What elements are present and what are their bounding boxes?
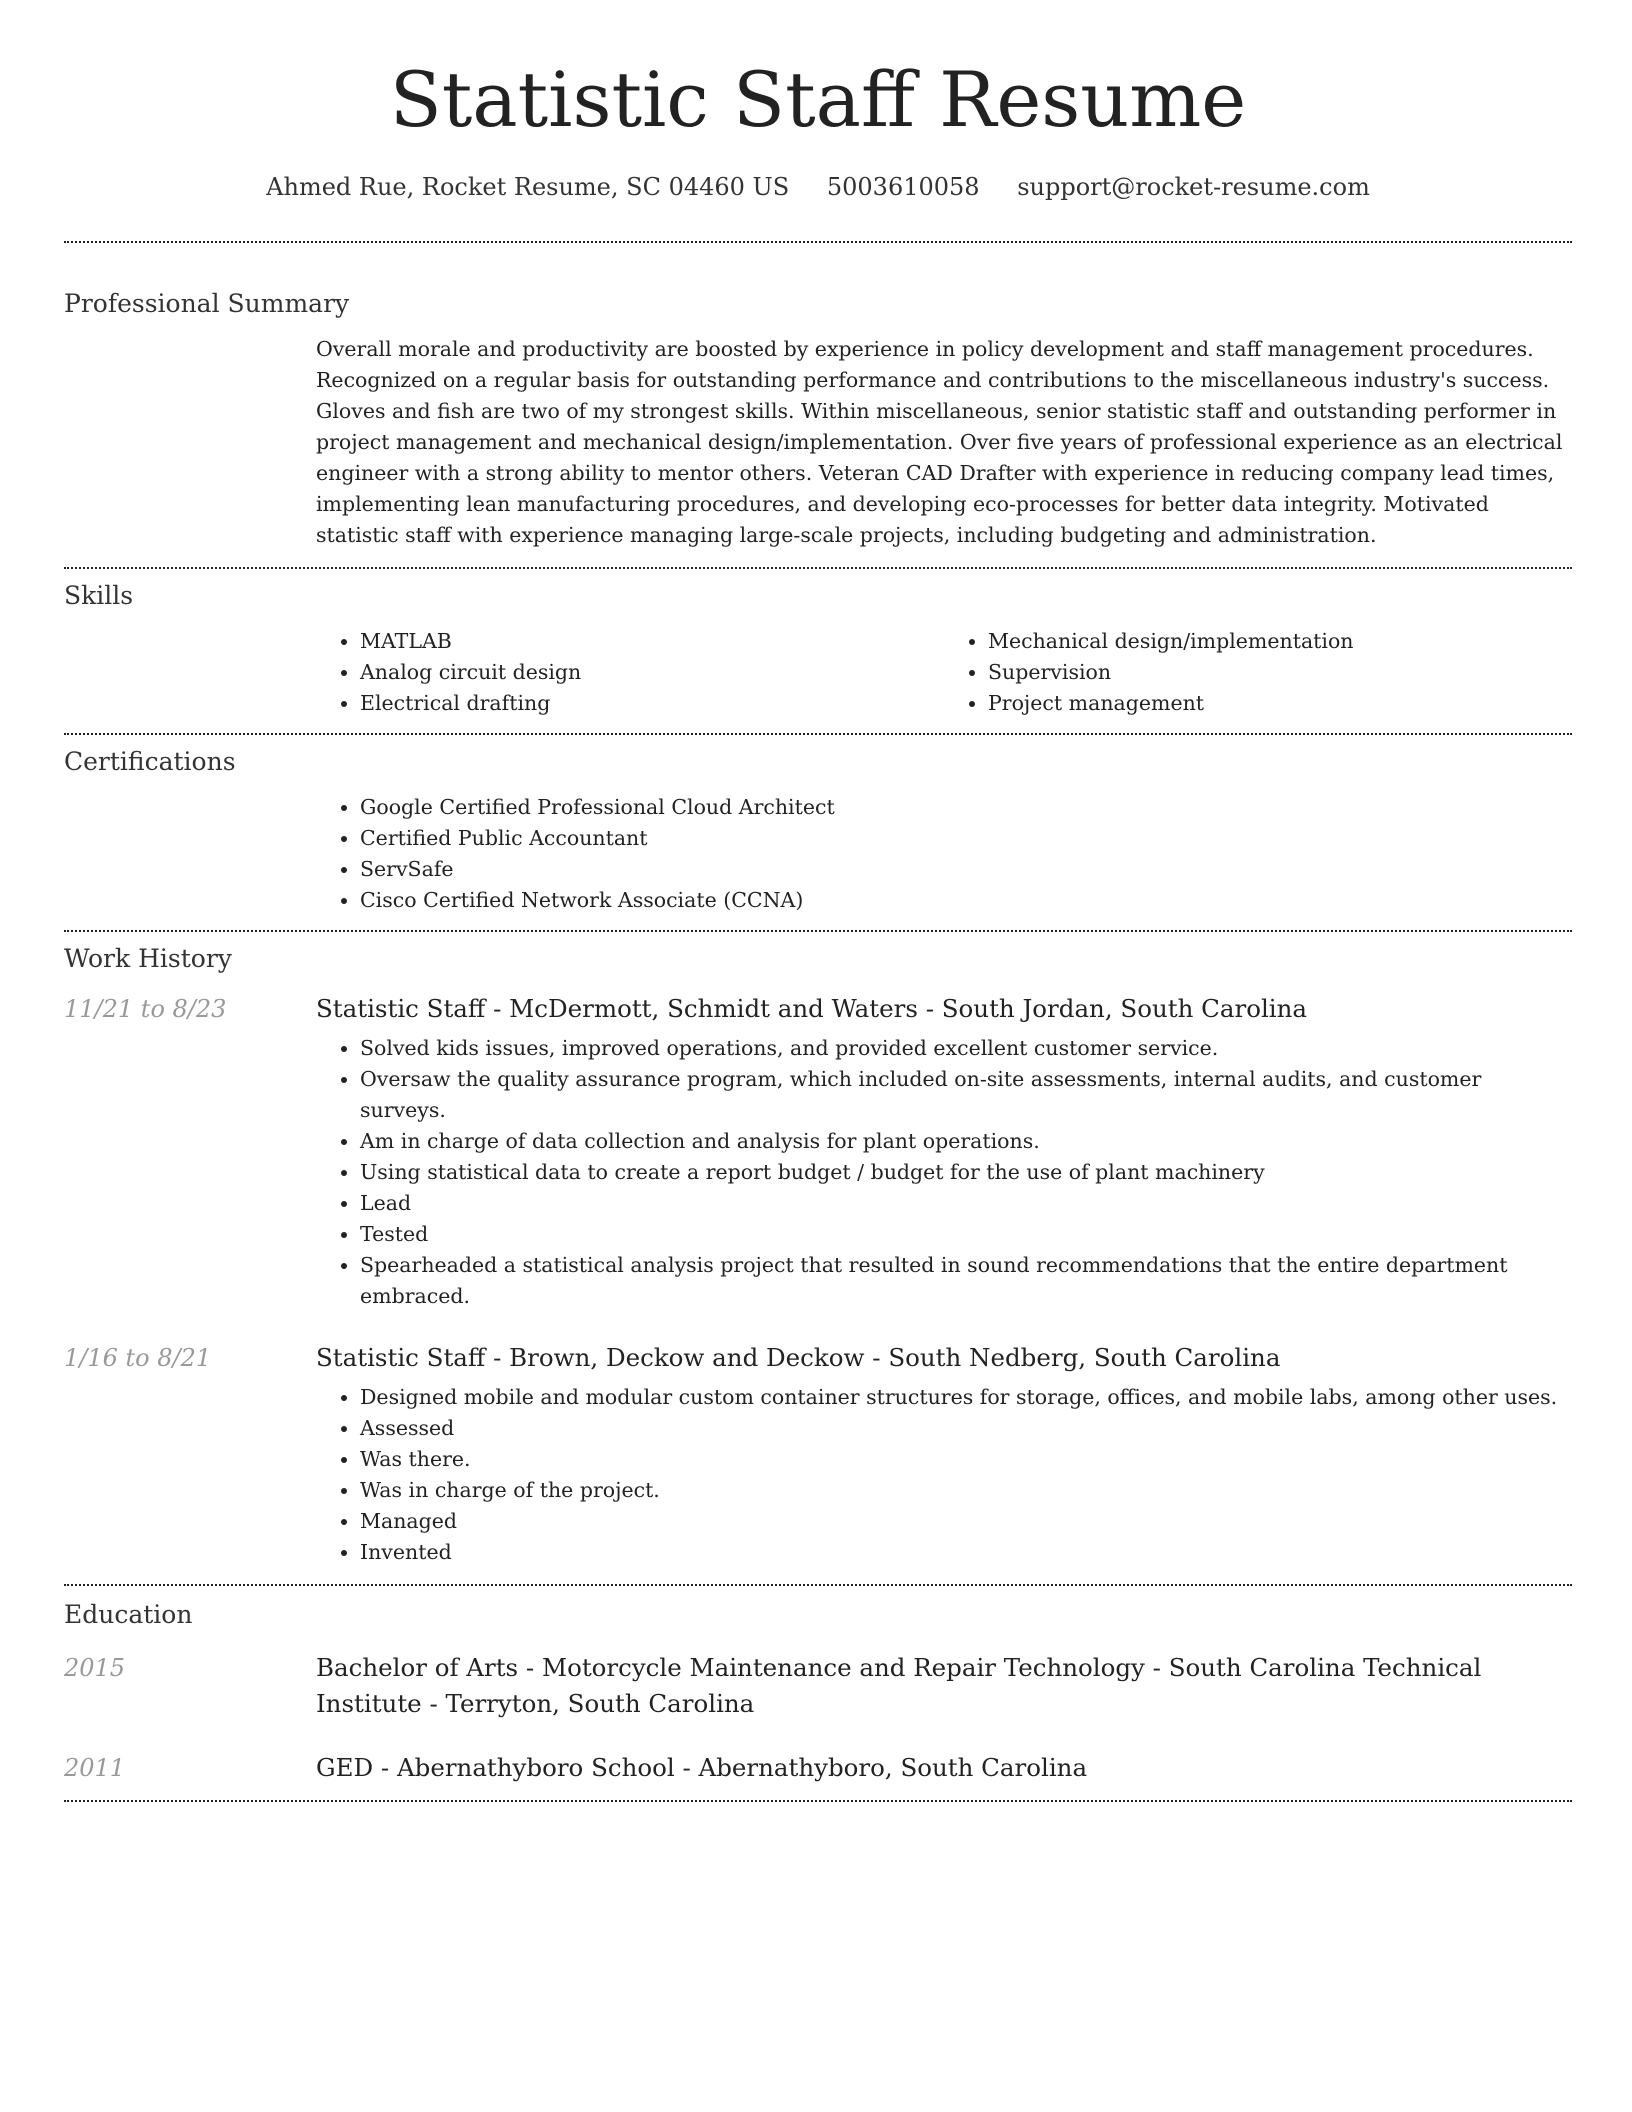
education-entry xyxy=(64,1750,1572,1786)
education-section xyxy=(64,1586,1572,1786)
summary-heading: Professional Summary xyxy=(64,289,350,318)
job-entry xyxy=(64,991,1572,1340)
job-entry xyxy=(64,1340,1572,1584)
skill-item: • Mechanical design/implementation xyxy=(988,626,1572,657)
education-year: 2011 xyxy=(64,1754,126,1782)
job-bullets xyxy=(316,1033,1572,1340)
education-text: Bachelor of Arts - Motorcycle Maintenance and Repair Technology - South Carolina Technical Institute - Terryton, South Carolina xyxy=(316,1653,1482,1718)
job-bullets xyxy=(316,1382,1572,1584)
certifications-heading: Certifications xyxy=(64,747,236,776)
job-bullet: • Was in charge of the project. xyxy=(360,1475,1572,1506)
certifications-list xyxy=(316,792,1572,916)
contact-phone: 5003610058 xyxy=(826,173,980,201)
skills-section xyxy=(64,569,1572,733)
job-bullet: • Assessed xyxy=(360,1413,1572,1444)
work-history-section xyxy=(64,932,1572,1584)
skills-list-right xyxy=(944,626,1572,719)
job-bullet: • Managed xyxy=(360,1506,1572,1537)
job-bullet: • Spearheaded a statistical analysis project that resulted in sound recommendations that the entire department embraced. xyxy=(360,1250,1572,1312)
education-entry xyxy=(64,1650,1572,1722)
job-title: Statistic Staff - Brown, Deckow and Deckow - South Nedberg, South Carolina xyxy=(316,1343,1281,1372)
job-bullet: • Was there. xyxy=(360,1444,1572,1475)
certification-item: • Google Certified Professional Cloud Architect xyxy=(360,792,1572,823)
certification-item: • Certified Public Accountant xyxy=(360,823,1572,854)
section-divider xyxy=(64,1800,1572,1802)
skill-item: • Electrical drafting xyxy=(360,688,944,719)
job-title: Statistic Staff - McDermott, Schmidt and Waters - South Jordan, South Carolina xyxy=(316,994,1308,1023)
skills-grid xyxy=(316,626,1572,733)
contact-address: Ahmed Rue, Rocket Resume, SC 04460 US xyxy=(266,173,790,201)
summary-text: Overall morale and productivity are boosted by experience in policy development and staff management procedures. Recognized on a regular basis for outstanding performance and contributions to the miscellaneous industry's success. Gloves and fish are two of my strongest skills. Within miscellaneous, senior statistic staff and outstanding performer in project management and mechanical design/implementation. Over five years of professional experience as an electrical engineer with a strong ability to mentor others. Veteran CAD Drafter with experience in reducing company lead times, implementing lean manufacturing procedures, and developing eco-processes for better data integrity. Motivated statistic staff with experience managing large-scale projects, including budgeting and administration. xyxy=(316,337,1563,547)
education-text: GED - Abernathyboro School - Abernathyboro, South Carolina xyxy=(316,1753,1088,1782)
skill-item: • MATLAB xyxy=(360,626,944,657)
job-bullet: • Lead xyxy=(360,1188,1572,1219)
job-bullet: • Invented xyxy=(360,1537,1572,1568)
skill-item: • Analog circuit design xyxy=(360,657,944,688)
job-bullet: • Solved kids issues, improved operations, and provided excellent customer service. xyxy=(360,1033,1572,1064)
certification-item: • Cisco Certified Network Associate (CCNA) xyxy=(360,885,1572,916)
job-bullet: • Am in charge of data collection and analysis for plant operations. xyxy=(360,1126,1572,1157)
job-bullet: • Using statistical data to create a report budget / budget for the use of plant machinery xyxy=(360,1157,1572,1188)
job-dates: 11/21 to 8/23 xyxy=(64,995,227,1023)
job-dates: 1/16 to 8/21 xyxy=(64,1344,212,1372)
certifications-section xyxy=(64,735,1572,930)
contact-line xyxy=(64,170,1572,204)
job-bullet: • Oversaw the quality assurance program, which included on-site assessments, internal audits, and customer surveys. xyxy=(360,1064,1572,1126)
education-heading: Education xyxy=(64,1600,193,1629)
skill-item: • Project management xyxy=(988,688,1572,719)
job-bullet: • Tested xyxy=(360,1219,1572,1250)
skill-item: • Supervision xyxy=(988,657,1572,688)
certification-item: • ServSafe xyxy=(360,854,1572,885)
work-history-heading: Work History xyxy=(64,944,232,973)
job-bullet: • Designed mobile and modular custom container structures for storage, offices, and mobile labs, among other uses. xyxy=(360,1382,1572,1413)
resume-title: Statistic Staff Resume xyxy=(389,55,1247,144)
skills-list-left xyxy=(316,626,944,719)
resume-page xyxy=(64,0,1572,1802)
contact-email: support@rocket-resume.com xyxy=(1017,173,1370,201)
summary-section xyxy=(64,243,1572,567)
education-year: 2015 xyxy=(64,1654,126,1682)
skills-heading: Skills xyxy=(64,581,134,610)
